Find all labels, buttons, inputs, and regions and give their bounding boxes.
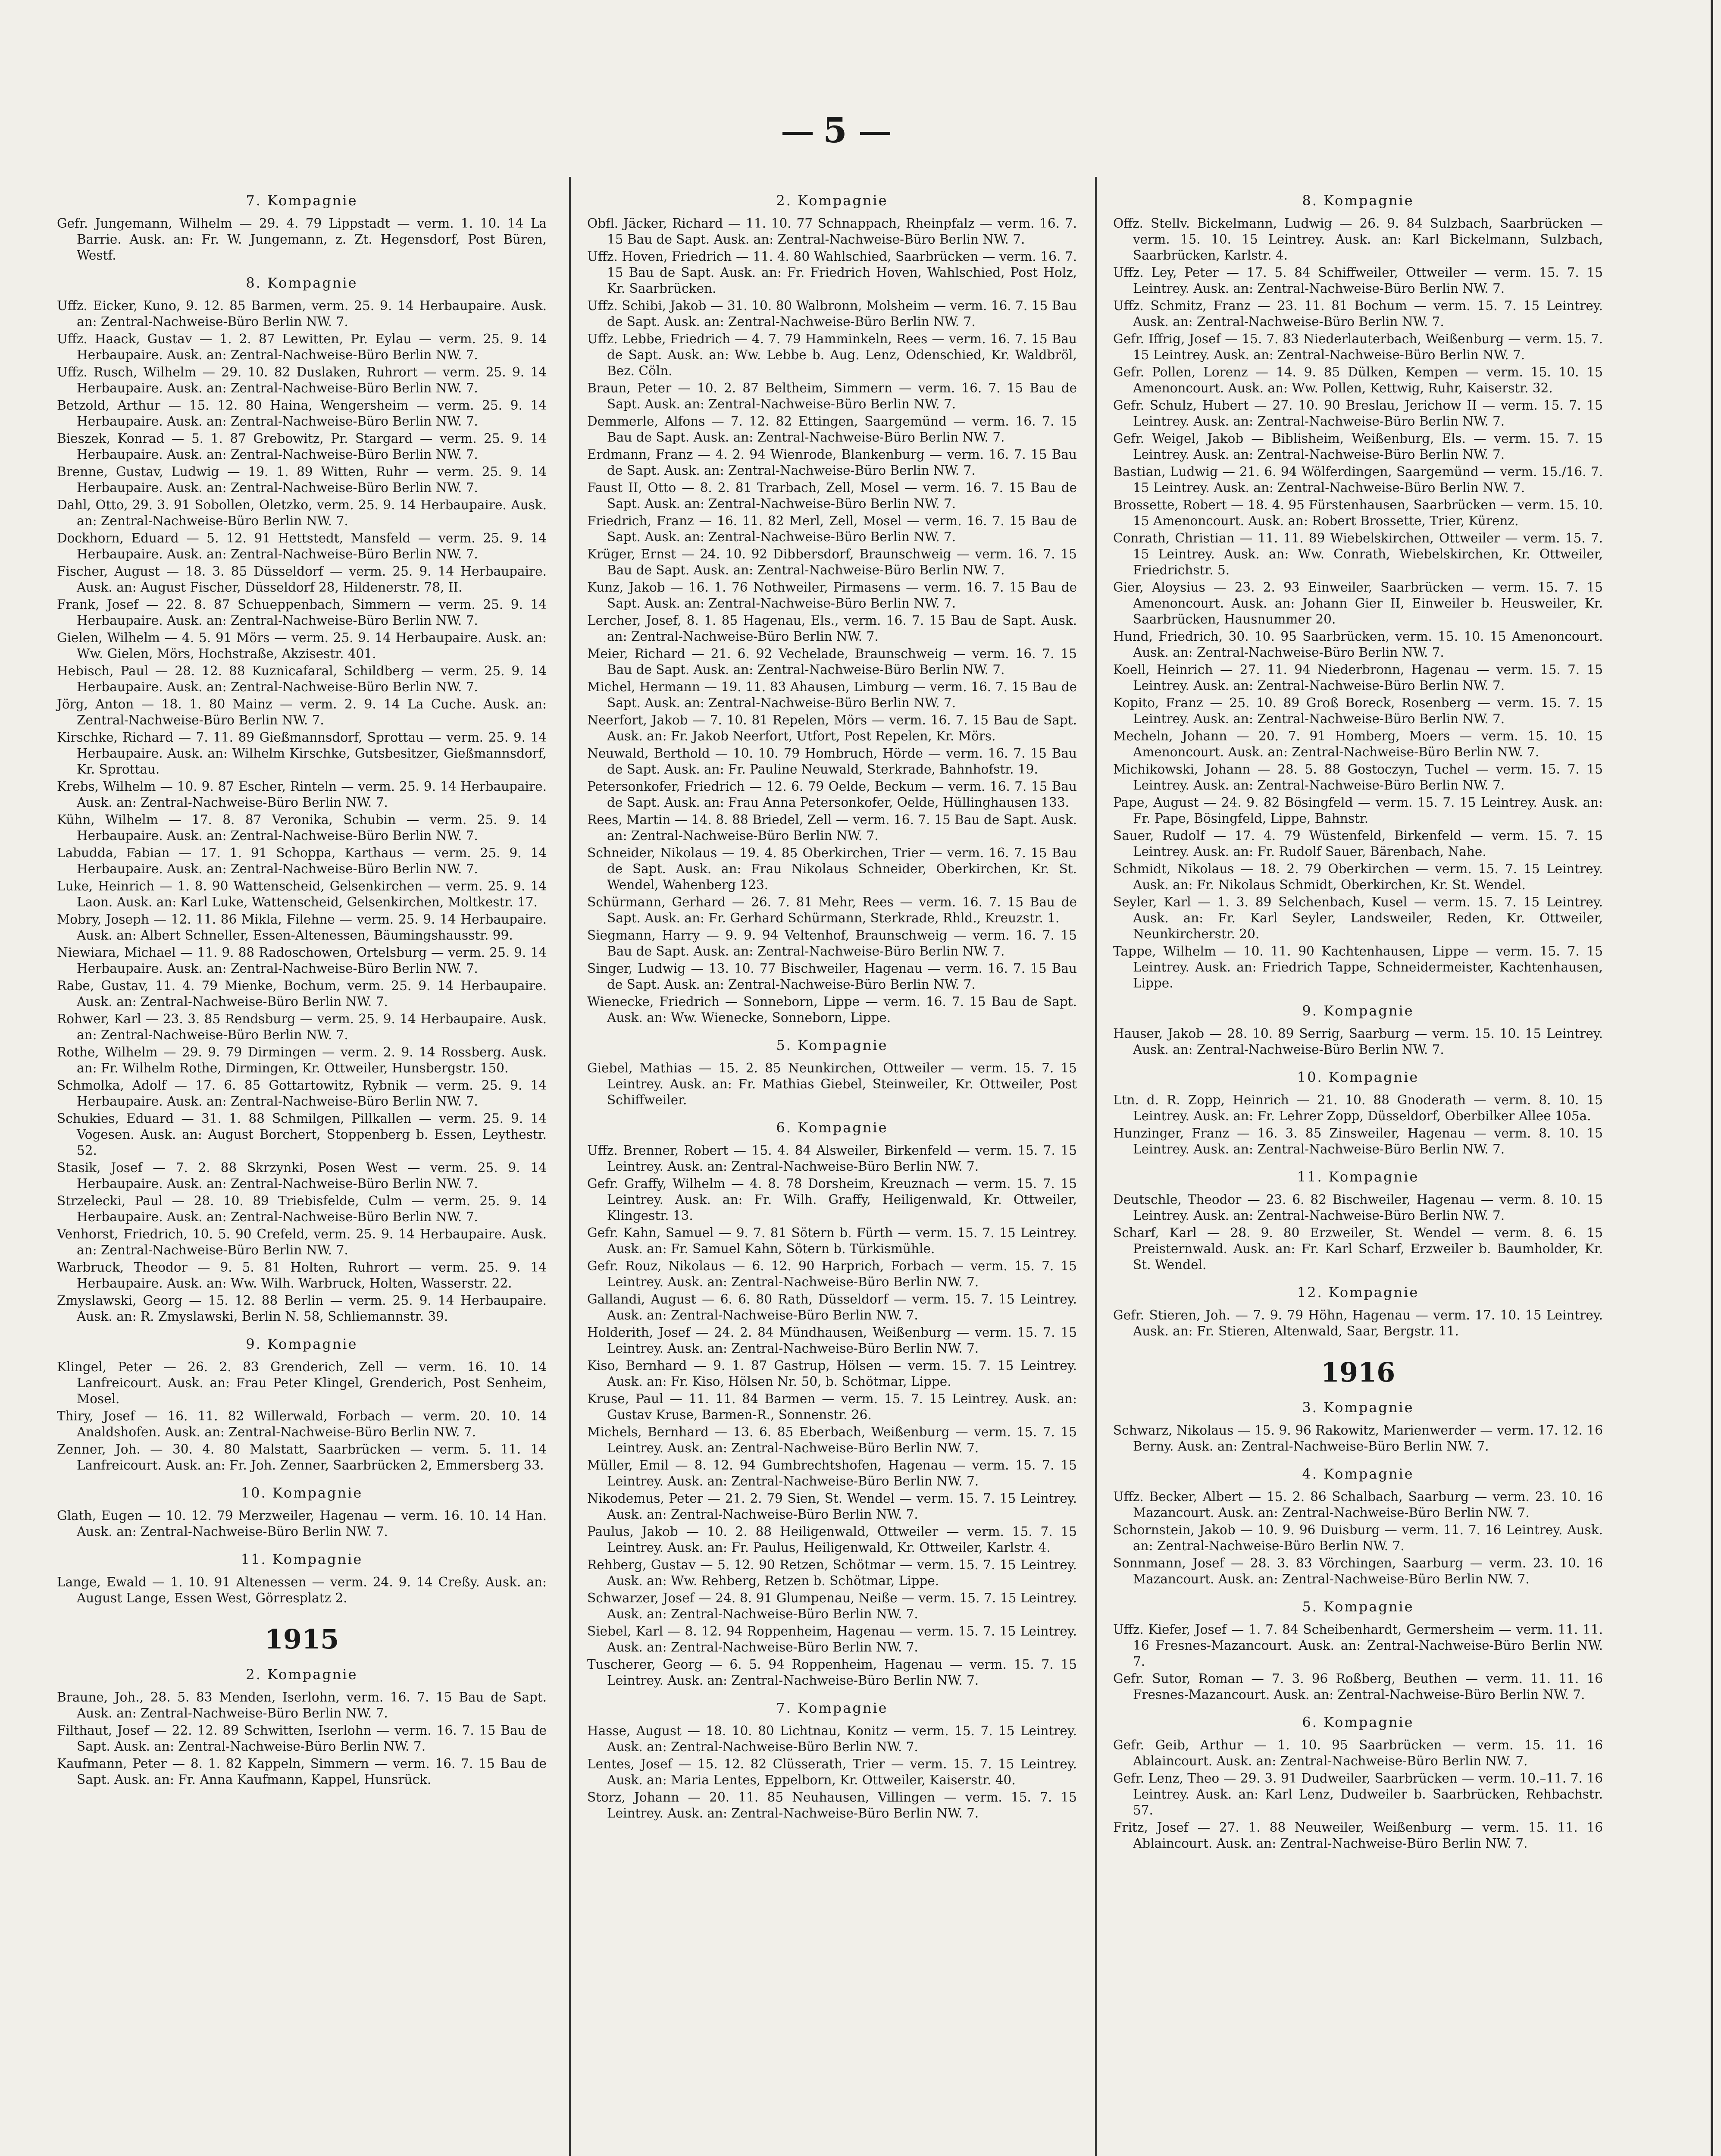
casualty-entry: Uffz. Lebbe, Friedrich — 4. 7. 79 Hamminkeln, Rees — verm. 16. 7. 15 Bau de Sapt. Ausk. an: Ww. Lebbe b. Aug. Lenz, Odenschied, Kr. Waldbröl, Bez. Cöln. [587,332,1077,378]
page-number: 5 [767,110,905,150]
casualty-entry: Stasik, Josef — 7. 2. 88 Skrzynki, Posen West — verm. 25. 9. 14 Herbaupaire. Ausk. an: Zentral-Nachweise-Büro Berlin NW. 7. [57,1160,547,1191]
casualty-entry: Luke, Heinrich — 1. 8. 90 Wattenscheid, Gelsenkirchen — verm. 25. 9. 14 Laon. Ausk. an: Karl Luke, Wattenscheid, Gelsenkirchen, Moltkestr. 17. [57,879,547,909]
casualty-entry: Ltn. d. R. Zopp, Heinrich — 21. 10. 88 Gnoderath — verm. 8. 10. 15 Leintrey. Ausk. an: Fr. Lehrer Zopp, Düsseldorf, Oberbilker Allee 105a. [1113,1093,1603,1123]
company-heading: 6. Kompagnie [1302,1714,1414,1730]
casualty-entry: Deutschle, Theodor — 23. 6. 82 Bischweiler, Hagenau — verm. 8. 10. 15 Leintrey. Ausk. an: Zentral-Nachweise-Büro Berlin NW. 7. [1113,1192,1603,1223]
year-heading: 1916 [1320,1357,1396,1388]
casualty-entry: Kirschke, Richard — 7. 11. 89 Gießmannsdorf, Sprottau — verm. 25. 9. 14 Herbaupaire. Ausk. an: Wilhelm Kirschke, Gutsbesitzer, Gießmannsdorf, Kr. Sprottau. [57,730,547,777]
casualty-entry: Siebel, Karl — 8. 12. 94 Roppenheim, Hagenau — verm. 15. 7. 15 Leintrey. Ausk. an: Zentral-Nachweise-Büro Berlin NW. 7. [587,1624,1077,1655]
casualty-entry: Gielen, Wilhelm — 4. 5. 91 Mörs — verm. 25. 9. 14 Herbaupaire. Ausk. an: Ww. Gielen, Mörs, Hochstraße, Akzisestr. 401. [57,630,547,661]
casualty-entry: Erdmann, Franz — 4. 2. 94 Wienrode, Blankenburg — verm. 16. 7. 15 Bau de Sapt. Ausk. an: Zentral-Nachweise-Büro Berlin NW. 7. [587,447,1077,478]
casualty-entry: Tuscherer, Georg — 6. 5. 94 Roppenheim, Hagenau — verm. 15. 7. 15 Leintrey. Ausk. an: Zentral-Nachweise-Büro Berlin NW. 7. [587,1657,1077,1688]
casualty-entry: Offz. Stellv. Bickelmann, Ludwig — 26. 9. 84 Sulzbach, Saarbrücken — verm. 15. 10. 15 Leintrey. Ausk. an: Karl Bickelmann, Sulzbach, Saarbrücken, Karlstr. 4. [1113,216,1603,263]
casualty-entry: Zmyslawski, Georg — 15. 12. 88 Berlin — verm. 25. 9. 14 Herbaupaire. Ausk. an: R. Zmyslawski, Berlin N. 58, Schliemannstr. 39. [57,1293,547,1324]
casualty-entry: Demmerle, Alfons — 7. 12. 82 Ettingen, Saargemünd — verm. 16. 7. 15 Bau de Sapt. Ausk. an: Zentral-Nachweise-Büro Berlin NW. 7. [587,414,1077,445]
casualty-entry: Rehberg, Gustav — 5. 12. 90 Retzen, Schötmar — verm. 15. 7. 15 Leintrey. Ausk. an: Ww. Rehberg, Retzen b. Schötmar, Lippe. [587,1557,1077,1588]
casualty-entry: Dahl, Otto, 29. 3. 91 Sobollen, Oletzko, verm. 25. 9. 14 Herbaupaire. Ausk. an: Zentral-Nachweise-Büro Berlin NW. 7. [57,498,547,528]
casualty-entry: Fischer, August — 18. 3. 85 Düsseldorf — verm. 25. 9. 14 Herbaupaire. Ausk. an: August Fischer, Düsseldorf 28, Hildenerstr. 78, II. [57,564,547,595]
casualty-entry: Krüger, Ernst — 24. 10. 92 Dibbersdorf, Braunschweig — verm. 16. 7. 15 Bau de Sapt. Ausk. an: Zentral-Nachweise-Büro Berlin NW. 7. [587,547,1077,577]
casualty-entry: Rothe, Wilhelm — 29. 9. 79 Dirmingen — verm. 2. 9. 14 Rossberg. Ausk. an: Fr. Wilhelm Rothe, Dirmingen, Kr. Ottweiler, Hunsbergstr. 150. [57,1045,547,1075]
casualty-entry: Braune, Joh., 28. 5. 83 Menden, Iserlohn, verm. 16. 7. 15 Bau de Sapt. Ausk. an: Zentral-Nachweise-Büro Berlin NW. 7. [57,1690,547,1720]
casualty-entry: Meier, Richard — 21. 6. 92 Vechelade, Braunschweig — verm. 16. 7. 15 Bau de Sapt. Ausk. an: Zentral-Nachweise-Büro Berlin NW. 7. [587,646,1077,677]
column-divider [1095,177,1097,2156]
casualty-entry: Rohwer, Karl — 23. 3. 85 Rendsburg — verm. 25. 9. 14 Herbaupaire. Ausk. an: Zentral-Nachweise-Büro Berlin NW. 7. [57,1012,547,1042]
casualty-entry: Singer, Ludwig — 13. 10. 77 Bischweiler, Hagenau — verm. 16. 7. 15 Bau de Sapt. Ausk. an: Zentral-Nachweise-Büro Berlin NW. 7. [587,961,1077,992]
company-heading: 10. Kompagnie [241,1485,363,1501]
casualty-entry: Gefr. Kahn, Samuel — 9. 7. 81 Sötern b. Fürth — verm. 15. 7. 15 Leintrey. Ausk. an: Fr. Samuel Kahn, Sötern b. Türkismühle. [587,1225,1077,1256]
casualty-entry: Uffz. Becker, Albert — 15. 2. 86 Schalbach, Saarburg — verm. 23. 10. 16 Mazancourt. Ausk. an: Zentral-Nachweise-Büro Berlin NW. 7. [1113,1489,1603,1520]
casualty-entry: Dockhorn, Eduard — 5. 12. 91 Hettstedt, Mansfeld — verm. 25. 9. 14 Herbaupaire. Ausk. an: Zentral-Nachweise-Büro Berlin NW. 7. [57,531,547,561]
company-heading: 5. Kompagnie [1302,1598,1414,1615]
casualty-entry: Lercher, Josef, 8. 1. 85 Hagenau, Els., verm. 16. 7. 15 Bau de Sapt. Ausk. an: Zentral-Nachweise-Büro Berlin NW. 7. [587,613,1077,644]
casualty-entry: Brossette, Robert — 18. 4. 95 Fürstenhausen, Saarbrücken — verm. 15. 10. 15 Amenoncourt. Ausk. an: Robert Brossette, Trier, Kürenz. [1113,498,1603,528]
casualty-entry: Petersonkofer, Friedrich — 12. 6. 79 Oelde, Beckum — verm. 16. 7. 15 Bau de Sapt. Ausk. an: Frau Anna Petersonkofer, Oelde, Hüllinghausen 133. [587,779,1077,810]
casualty-entry: Rees, Martin — 14. 8. 88 Briedel, Zell — verm. 16. 7. 15 Bau de Sapt. Ausk. an: Zentral-Nachweise-Büro Berlin NW. 7. [587,812,1077,843]
casualty-entry: Mobry, Joseph — 12. 11. 86 Mikla, Filehne — verm. 25. 9. 14 Herbaupaire. Ausk. an: Albert Schneller, Essen-Altenessen, Bäumingshausstr. 99. [57,912,547,943]
casualty-entry: Uffz. Rusch, Wilhelm — 29. 10. 82 Duslaken, Ruhrort — verm. 25. 9. 14 Herbaupaire. Ausk. an: Zentral-Nachweise-Büro Berlin NW. 7. [57,365,547,395]
casualty-entry: Kiso, Bernhard — 9. 1. 87 Gastrup, Hölsen — verm. 15. 7. 15 Leintrey. Ausk. an: Fr. Kiso, Hölsen Nr. 50, b. Schötmar, Lippe. [587,1358,1077,1389]
casualty-entry: Labudda, Fabian — 17. 1. 91 Schoppa, Karthaus — verm. 25. 9. 14 Herbaupaire. Ausk. an: Zentral-Nachweise-Büro Berlin NW. 7. [57,846,547,876]
casualty-entry: Gefr. Jungemann, Wilhelm — 29. 4. 79 Lippstadt — verm. 1. 10. 14 La Barrie. Ausk. an: Fr. W. Jungemann, z. Zt. Hegensdorf, Post Büren, Westf. [57,216,547,263]
casualty-entry: Storz, Johann — 20. 11. 85 Neuhausen, Villingen — verm. 15. 7. 15 Leintrey. Ausk. an: Zentral-Nachweise-Büro Berlin NW. 7. [587,1790,1077,1821]
casualty-entry: Hund, Friedrich, 30. 10. 95 Saarbrücken, verm. 15. 10. 15 Amenoncourt. Ausk. an: Zentral-Nachweise-Büro Berlin NW. 7. [1113,629,1603,660]
casualty-entry: Paulus, Jakob — 10. 2. 88 Heiligenwald, Ottweiler — verm. 15. 7. 15 Leintrey. Ausk. an: Fr. Paulus, Heiligenwald, Kr. Ottweiler, Karlstr. 4. [587,1524,1077,1555]
casualty-entry: Seyler, Karl — 1. 3. 89 Selchenbach, Kusel — verm. 15. 7. 15 Leintrey. Ausk. an: Fr. Karl Seyler, Landsweiler, Reden, Kr. Ottweiler, Neunkircherstr. 20. [1113,895,1603,941]
casualty-entry: Lange, Ewald — 1. 10. 91 Altenessen — verm. 24. 9. 14 Creßy. Ausk. an: August Lange, Essen West, Görresplatz 2. [57,1575,547,1605]
casualty-entry: Jörg, Anton — 18. 1. 80 Mainz — verm. 2. 9. 14 La Cuche. Ausk. an: Zentral-Nachweise-Büro Berlin NW. 7. [57,697,547,727]
casualty-entry: Thiry, Josef — 16. 11. 82 Willerwald, Forbach — verm. 20. 10. 14 Analdshofen. Ausk. an: Zentral-Nachweise-Büro Berlin NW. 7. [57,1409,547,1439]
casualty-entry: Kaufmann, Peter — 8. 1. 82 Kappeln, Simmern — verm. 16. 7. 15 Bau de Sapt. Ausk. an: Fr. Anna Kaufmann, Kappel, Hunsrück. [57,1756,547,1787]
casualty-entry: Tappe, Wilhelm — 10. 11. 90 Kachtenhausen, Lippe — verm. 15. 7. 15 Leintrey. Ausk. an: Friedrich Tappe, Schneidermeister, Kachtenhausen, Lippe. [1113,944,1603,990]
casualty-entry: Nikodemus, Peter — 21. 2. 79 Sien, St. Wendel — verm. 15. 7. 15 Leintrey. Ausk. an: Zentral-Nachweise-Büro Berlin NW. 7. [587,1491,1077,1522]
casualty-entry: Krebs, Wilhelm — 10. 9. 87 Escher, Rinteln — verm. 25. 9. 14 Herbaupaire. Ausk. an: Zentral-Nachweise-Büro Berlin NW. 7. [57,779,547,810]
company-heading: 8. Kompagnie [1302,192,1414,209]
casualty-entry: Gefr. Lenz, Theo — 29. 3. 91 Dudweiler, Saarbrücken — verm. 10.–11. 7. 16 Leintrey. Ausk. an: Karl Lenz, Dudweiler b. Saarbrücken, Rehbachstr. 57. [1113,1771,1603,1818]
casualty-entry: Gallandi, August — 6. 6. 80 Rath, Düsseldorf — verm. 15. 7. 15 Leintrey. Ausk. an: Zentral-Nachweise-Büro Berlin NW. 7. [587,1292,1077,1322]
casualty-entry: Gefr. Pollen, Lorenz — 14. 9. 85 Dülken, Kempen — verm. 15. 10. 15 Amenoncourt. Ausk. an: Ww. Pollen, Kettwig, Ruhr, Kaiserstr. 32. [1113,365,1603,395]
casualty-entry: Schwarz, Nikolaus — 15. 9. 96 Rakowitz, Marienwerder — verm. 17. 12. 16 Berny. Ausk. an: Zentral-Nachweise-Büro Berlin NW. 7. [1113,1423,1603,1454]
casualty-entry: Gefr. Sutor, Roman — 7. 3. 96 Roßberg, Beuthen — verm. 11. 11. 16 Fresnes-Mazancourt. Ausk. an: Zentral-Nachweise-Büro Berlin NW. 7. [1113,1671,1603,1702]
casualty-entry: Uffz. Kiefer, Josef — 1. 7. 84 Scheibenhardt, Germersheim — verm. 11. 11. 16 Fresnes-Mazancourt. Ausk. an: Zentral-Nachweise-Büro Berlin NW. 7. [1113,1622,1603,1669]
casualty-entry: Sauer, Rudolf — 17. 4. 79 Wüstenfeld, Birkenfeld — verm. 15. 7. 15 Leintrey. Ausk. an: Fr. Rudolf Sauer, Bärenbach, Nahe. [1113,828,1603,859]
casualty-entry: Fritz, Josef — 27. 1. 88 Neuweiler, Weißenburg — verm. 15. 11. 16 Ablaincourt. Ausk. an: Zentral-Nachweise-Büro Berlin NW. 7. [1113,1820,1603,1851]
casualty-entry: Schwarzer, Josef — 24. 8. 91 Glumpenau, Neiße — verm. 15. 7. 15 Leintrey. Ausk. an: Zentral-Nachweise-Büro Berlin NW. 7. [587,1591,1077,1621]
casualty-entry: Strzelecki, Paul — 28. 10. 89 Triebisfelde, Culm — verm. 25. 9. 14 Herbaupaire. Ausk. an: Zentral-Nachweise-Büro Berlin NW. 7. [57,1194,547,1224]
casualty-entry: Uffz. Hoven, Friedrich — 11. 4. 80 Wahlschied, Saarbrücken — verm. 16. 7. 15 Bau de Sapt. Ausk. an: Fr. Friedrich Hoven, Wahlschied, Post Holz, Kr. Saarbrücken. [587,249,1077,296]
casualty-entry: Gefr. Iffrig, Josef — 15. 7. 83 Niederlauterbach, Weißenburg — verm. 15. 7. 15 Leintrey. Ausk. an: Zentral-Nachweise-Büro Berlin NW. 7. [1113,332,1603,362]
company-heading: 2. Kompagnie [776,192,888,209]
company-heading: 5. Kompagnie [776,1037,888,1053]
casualty-entry: Schornstein, Jakob — 10. 9. 96 Duisburg — verm. 11. 7. 16 Leintrey. Ausk. an: Zentral-Nachweise-Büro Berlin NW. 7. [1113,1523,1603,1553]
casualty-entry: Friedrich, Franz — 16. 11. 82 Merl, Zell, Mosel — verm. 16. 7. 15 Bau de Sapt. Ausk. an: Zentral-Nachweise-Büro Berlin NW. 7. [587,514,1077,544]
casualty-entry: Gefr. Stieren, Joh. — 7. 9. 79 Höhn, Hagenau — verm. 17. 10. 15 Leintrey. Ausk. an: Fr. Stieren, Altenwald, Saar, Bergstr. 11. [1113,1308,1603,1338]
casualty-entry: Lentes, Josef — 15. 12. 82 Clüsserath, Trier — verm. 15. 7. 15 Leintrey. Ausk. an: Maria Lentes, Eppelborn, Kr. Ottweiler, Kaiserstr. 40. [587,1757,1077,1787]
company-heading: 7. Kompagnie [246,192,358,209]
casualty-entry: Uffz. Ley, Peter — 17. 5. 84 Schiffweiler, Ottweiler — verm. 15. 7. 15 Leintrey. Ausk. an: Zentral-Nachweise-Büro Berlin NW. 7. [1113,265,1603,296]
casualty-entry: Neuwald, Berthold — 10. 10. 79 Hombruch, Hörde — verm. 16. 7. 15 Bau de Sapt. Ausk. an: Fr. Pauline Neuwald, Sterkrade, Bahnhofstr. 19. [587,746,1077,777]
casualty-entry: Gefr. Graffy, Wilhelm — 4. 8. 78 Dorsheim, Kreuznach — verm. 15. 7. 15 Leintrey. Ausk. an: Fr. Wilh. Graffy, Heiligenwald, Kr. Ottweiler, Klingestr. 13. [587,1176,1077,1223]
casualty-entry: Pape, August — 24. 9. 82 Bösingfeld — verm. 15. 7. 15 Leintrey. Ausk. an: Fr. Pape, Bösingfeld, Lippe, Bahnstr. [1113,795,1603,826]
casualty-entry: Zenner, Joh. — 30. 4. 80 Malstatt, Saarbrücken — verm. 5. 11. 14 Lanfreicourt. Ausk. an: Fr. Joh. Zenner, Saarbrücken 2, Emmersberg 33. [57,1442,547,1473]
casualty-entry: Gefr. Weigel, Jakob — Biblisheim, Weißenburg, Els. — verm. 15. 7. 15 Leintrey. Ausk. an: Zentral-Nachweise-Büro Berlin NW. 7. [1113,431,1603,462]
company-heading: 12. Kompagnie [1297,1284,1419,1300]
casualty-entry: Warbruck, Theodor — 9. 5. 81 Holten, Ruhrort — verm. 25. 9. 14 Herbaupaire. Ausk. an: Ww. Wilh. Warbruck, Holten, Wasserstr. 22. [57,1260,547,1291]
casualty-entry: Kruse, Paul — 11. 11. 84 Barmen — verm. 15. 7. 15 Leintrey. Ausk. an: Gustav Kruse, Barmen-R., Sonnenstr. 26. [587,1391,1077,1422]
casualty-entry: Gier, Aloysius — 23. 2. 93 Einweiler, Saarbrücken — verm. 15. 7. 15 Amenoncourt. Ausk. an: Johann Gier II, Einweiler b. Heusweiler, Kr. Saarbrücken, Hausnummer 20. [1113,580,1603,627]
casualty-entry: Filthaut, Josef — 22. 12. 89 Schwitten, Iserlohn — verm. 16. 7. 15 Bau de Sapt. Ausk. an: Zentral-Nachweise-Büro Berlin NW. 7. [57,1723,547,1754]
company-heading: 9. Kompagnie [1302,1003,1414,1019]
casualty-entry: Schürmann, Gerhard — 26. 7. 81 Mehr, Rees — verm. 16. 7. 15 Bau de Sapt. Ausk. an: Fr. Gerhard Schürmann, Sterkrade, Rhld., Kreuzstr. 1. [587,895,1077,925]
casualty-entry: Gefr. Rouz, Nikolaus — 6. 12. 90 Harprich, Forbach — verm. 15. 7. 15 Leintrey. Ausk. an: Zentral-Nachweise-Büro Berlin NW. 7. [587,1259,1077,1289]
casualty-entry: Venhorst, Friedrich, 10. 5. 90 Crefeld, verm. 25. 9. 14 Herbaupaire. Ausk. an: Zentral-Nachweise-Büro Berlin NW. 7. [57,1227,547,1257]
casualty-entry: Rabe, Gustav, 11. 4. 79 Mienke, Bochum, verm. 25. 9. 14 Herbaupaire. Ausk. an: Zentral-Nachweise-Büro Berlin NW. 7. [57,978,547,1009]
casualty-entry: Michel, Hermann — 19. 11. 83 Ahausen, Limburg — verm. 16. 7. 15 Bau de Sapt. Ausk. an: Zentral-Nachweise-Büro Berlin NW. 7. [587,680,1077,710]
casualty-entry: Brenne, Gustav, Ludwig — 19. 1. 89 Witten, Ruhr — verm. 25. 9. 14 Herbaupaire. Ausk. an: Zentral-Nachweise-Büro Berlin NW. 7. [57,464,547,495]
casualty-entry: Sonnmann, Josef — 28. 3. 83 Vörchingen, Saarburg — verm. 23. 10. 16 Mazancourt. Ausk. an: Zentral-Nachweise-Büro Berlin NW. 7. [1113,1556,1603,1586]
year-heading: 1915 [264,1623,339,1655]
casualty-entry: Betzold, Arthur — 15. 12. 80 Haina, Wengersheim — verm. 25. 9. 14 Herbaupaire. Ausk. an: Zentral-Nachweise-Büro Berlin NW. 7. [57,398,547,429]
casualty-entry: Frank, Josef — 22. 8. 87 Schueppenbach, Simmern — verm. 25. 9. 14 Herbaupaire. Ausk. an: Zentral-Nachweise-Büro Berlin NW. 7. [57,597,547,628]
casualty-entry: Michels, Bernhard — 13. 6. 85 Eberbach, Weißenburg — verm. 15. 7. 15 Leintrey. Ausk. an: Zentral-Nachweise-Büro Berlin NW. 7. [587,1425,1077,1455]
company-heading: 6. Kompagnie [776,1119,888,1136]
casualty-entry: Neerfort, Jakob — 7. 10. 81 Repelen, Mörs — verm. 16. 7. 15 Bau de Sapt. Ausk. an: Fr. Jakob Neerfort, Utfort, Post Repelen, Kr. Mörs. [587,713,1077,743]
casualty-entry: Hebisch, Paul — 28. 12. 88 Kuznicafaral, Schildberg — verm. 25. 9. 14 Herbaupaire. Ausk. an: Zentral-Nachweise-Büro Berlin NW. 7. [57,664,547,694]
column-3 [1104,181,1612,2156]
casualty-entry: Kopito, Franz — 25. 10. 89 Groß Boreck, Rosenberg — verm. 15. 7. 15 Leintrey. Ausk. an: Zentral-Nachweise-Büro Berlin NW. 7. [1113,696,1603,726]
casualty-entry: Obfl. Jäcker, Richard — 11. 10. 77 Schnappach, Rheinpfalz — verm. 16. 7. 15 Bau de Sapt. Ausk. an: Zentral-Nachweise-Büro Berlin NW. 7. [587,216,1077,247]
company-heading: 7. Kompagnie [776,1700,888,1716]
casualty-entry: Hasse, August — 18. 10. 80 Lichtnau, Konitz — verm. 15. 7. 15 Leintrey. Ausk. an: Zentral-Nachweise-Büro Berlin NW. 7. [587,1724,1077,1754]
casualty-entry: Schmolka, Adolf — 17. 6. 85 Gottartowitz, Rybnik — verm. 25. 9. 14 Herbaupaire. Ausk. an: Zentral-Nachweise-Büro Berlin NW. 7. [57,1078,547,1109]
casualty-entry: Wienecke, Friedrich — Sonneborn, Lippe — verm. 16. 7. 15 Bau de Sapt. Ausk. an: Ww. Wienecke, Sonneborn, Lippe. [587,994,1077,1025]
column-2 [578,181,1086,2156]
casualty-entry: Giebel, Mathias — 15. 2. 85 Neunkirchen, Ottweiler — verm. 15. 7. 15 Leintrey. Ausk. an: Fr. Mathias Giebel, Steinweiler, Kr. Ottweiler, Post Schiffweiler. [587,1061,1077,1107]
company-heading: 11. Kompagnie [1297,1169,1419,1185]
casualty-entry: Bieszek, Konrad — 5. 1. 87 Grebowitz, Pr. Stargard — verm. 25. 9. 14 Herbaupaire. Ausk. an: Zentral-Nachweise-Büro Berlin NW. 7. [57,431,547,462]
casualty-entry: Schneider, Nikolaus — 19. 4. 85 Oberkirchen, Trier — verm. 16. 7. 15 Bau de Sapt. Ausk. an: Frau Nikolaus Schneider, Oberkirchen, Kr. St. Wendel, Wahenberg 123. [587,846,1077,892]
casualty-entry: Uffz. Eicker, Kuno, 9. 12. 85 Barmen, verm. 25. 9. 14 Herbaupaire. Ausk. an: Zentral-Nachweise-Büro Berlin NW. 7. [57,298,547,329]
company-heading: 4. Kompagnie [1302,1466,1414,1482]
casualty-entry: Gefr. Geib, Arthur — 1. 10. 95 Saarbrücken — verm. 15. 11. 16 Ablaincourt. Ausk. an: Zentral-Nachweise-Büro Berlin NW. 7. [1113,1738,1603,1768]
casualty-entry: Holderith, Josef — 24. 2. 84 Mündhausen, Weißenburg — verm. 15. 7. 15 Leintrey. Ausk. an: Zentral-Nachweise-Büro Berlin NW. 7. [587,1325,1077,1356]
company-heading: 11. Kompagnie [241,1551,363,1567]
casualty-entry: Hauser, Jakob — 28. 10. 89 Serrig, Saarburg — verm. 15. 10. 15 Leintrey. Ausk. an: Zentral-Nachweise-Büro Berlin NW. 7. [1113,1026,1603,1057]
column-divider [569,177,571,2156]
casualty-entry: Kunz, Jakob — 16. 1. 76 Nothweiler, Pirmasens — verm. 16. 7. 15 Bau de Sapt. Ausk. an: Zentral-Nachweise-Büro Berlin NW. 7. [587,580,1077,611]
company-heading: 8. Kompagnie [246,275,358,291]
casualty-entry: Klingel, Peter — 26. 2. 83 Grenderich, Zell — verm. 16. 10. 14 Lanfreicourt. Ausk. an: Frau Peter Klingel, Grenderich, Post Senheim, Mosel. [57,1360,547,1406]
casualty-entry: Müller, Emil — 8. 12. 94 Gumbrechtshofen, Hagenau — verm. 15. 7. 15 Leintrey. Ausk. an: Zentral-Nachweise-Büro Berlin NW. 7. [587,1458,1077,1489]
casualty-entry: Uffz. Schmitz, Franz — 23. 11. 81 Bochum — verm. 15. 7. 15 Leintrey. Ausk. an: Zentral-Nachweise-Büro Berlin NW. 7. [1113,298,1603,329]
company-heading: 10. Kompagnie [1297,1069,1419,1085]
casualty-entry: Faust II, Otto — 8. 2. 81 Trarbach, Zell, Mosel — verm. 16. 7. 15 Bau de Sapt. Ausk. an: Zentral-Nachweise-Büro Berlin NW. 7. [587,480,1077,511]
casualty-entry: Schmidt, Nikolaus — 18. 2. 79 Oberkirchen — verm. 15. 7. 15 Leintrey. Ausk. an: Fr. Nikolaus Schmidt, Oberkirchen, Kr. St. Wendel. [1113,862,1603,892]
casualty-entry: Michikowski, Johann — 28. 5. 88 Gostoczyn, Tuchel — verm. 15. 7. 15 Leintrey. Ausk. an: Zentral-Nachweise-Büro Berlin NW. 7. [1113,762,1603,793]
casualty-entry: Schukies, Eduard — 31. 1. 88 Schmilgen, Pillkallen — verm. 25. 9. 14 Vogesen. Ausk. an: August Borchert, Stoppenberg b. Essen, Leythestr. 52. [57,1111,547,1158]
casualty-entry: Siegmann, Harry — 9. 9. 94 Veltenhof, Braunschweig — verm. 16. 7. 15 Bau de Sapt. Ausk. an: Zentral-Nachweise-Büro Berlin NW. 7. [587,928,1077,959]
casualty-entry: Bastian, Ludwig — 21. 6. 94 Wölferdingen, Saargemünd — verm. 15./16. 7. 15 Leintrey. Ausk. an: Zentral-Nachweise-Büro Berlin NW. 7. [1113,464,1603,495]
column-1 [47,181,556,2156]
casualty-entry: Mecheln, Johann — 20. 7. 91 Homberg, Moers — verm. 15. 10. 15 Amenoncourt. Ausk. an: Zentral-Nachweise-Büro Berlin NW. 7. [1113,729,1603,759]
casualty-entry: Glath, Eugen — 10. 12. 79 Merzweiler, Hagenau — verm. 16. 10. 14 Han. Ausk. an: Zentral-Nachweise-Büro Berlin NW. 7. [57,1508,547,1539]
casualty-entry: Conrath, Christian — 11. 11. 89 Wiebelskirchen, Ottweiler — verm. 15. 7. 15 Leintrey. Ausk. an: Ww. Conrath, Wiebelskirchen, Kr. Ottweiler, Friedrichstr. 5. [1113,531,1603,577]
casualty-entry: Hunzinger, Franz — 16. 3. 85 Zinsweiler, Hagenau — verm. 8. 10. 15 Leintrey. Ausk. an: Zentral-Nachweise-Büro Berlin NW. 7. [1113,1126,1603,1156]
casualty-entry: Uffz. Schibi, Jakob — 31. 10. 80 Walbronn, Molsheim — verm. 16. 7. 15 Bau de Sapt. Ausk. an: Zentral-Nachweise-Büro Berlin NW. 7. [587,298,1077,329]
casualty-entry: Koell, Heinrich — 27. 11. 94 Niederbronn, Hagenau — verm. 15. 7. 15 Leintrey. Ausk. an: Zentral-Nachweise-Büro Berlin NW. 7. [1113,662,1603,693]
company-heading: 2. Kompagnie [246,1666,358,1683]
casualty-entry: Kühn, Wilhelm — 17. 8. 87 Veronika, Schubin — verm. 25. 9. 14 Herbaupaire. Ausk. an: Zentral-Nachweise-Büro Berlin NW. 7. [57,812,547,843]
company-heading: 3. Kompagnie [1302,1399,1414,1416]
casualty-entry: Uffz. Haack, Gustav — 1. 2. 87 Lewitten, Pr. Eylau — verm. 25. 9. 14 Herbaupaire. Ausk. an: Zentral-Nachweise-Büro Berlin NW. 7. [57,332,547,362]
page-edge-border [1711,0,1713,2156]
casualty-entry: Niewiara, Michael — 11. 9. 88 Radoschowen, Ortelsburg — verm. 25. 9. 14 Herbaupaire. Ausk. an: Zentral-Nachweise-Büro Berlin NW. 7. [57,945,547,976]
casualty-entry: Gefr. Schulz, Hubert — 27. 10. 90 Breslau, Jerichow II — verm. 15. 7. 15 Leintrey. Ausk. an: Zentral-Nachweise-Büro Berlin NW. 7. [1113,398,1603,429]
casualty-entry: Scharf, Karl — 28. 9. 80 Erzweiler, St. Wendel — verm. 8. 6. 15 Preisternwald. Ausk. an: Fr. Karl Scharf, Erzweiler b. Baumholder, Kr. St. Wendel. [1113,1225,1603,1272]
company-heading: 9. Kompagnie [246,1336,358,1352]
casualty-entry: Uffz. Brenner, Robert — 15. 4. 84 Alsweiler, Birkenfeld — verm. 15. 7. 15 Leintrey. Ausk. an: Zentral-Nachweise-Büro Berlin NW. 7. [587,1143,1077,1174]
casualty-entry: Braun, Peter — 10. 2. 87 Beltheim, Simmern — verm. 16. 7. 15 Bau de Sapt. Ausk. an: Zentral-Nachweise-Büro Berlin NW. 7. [587,381,1077,411]
